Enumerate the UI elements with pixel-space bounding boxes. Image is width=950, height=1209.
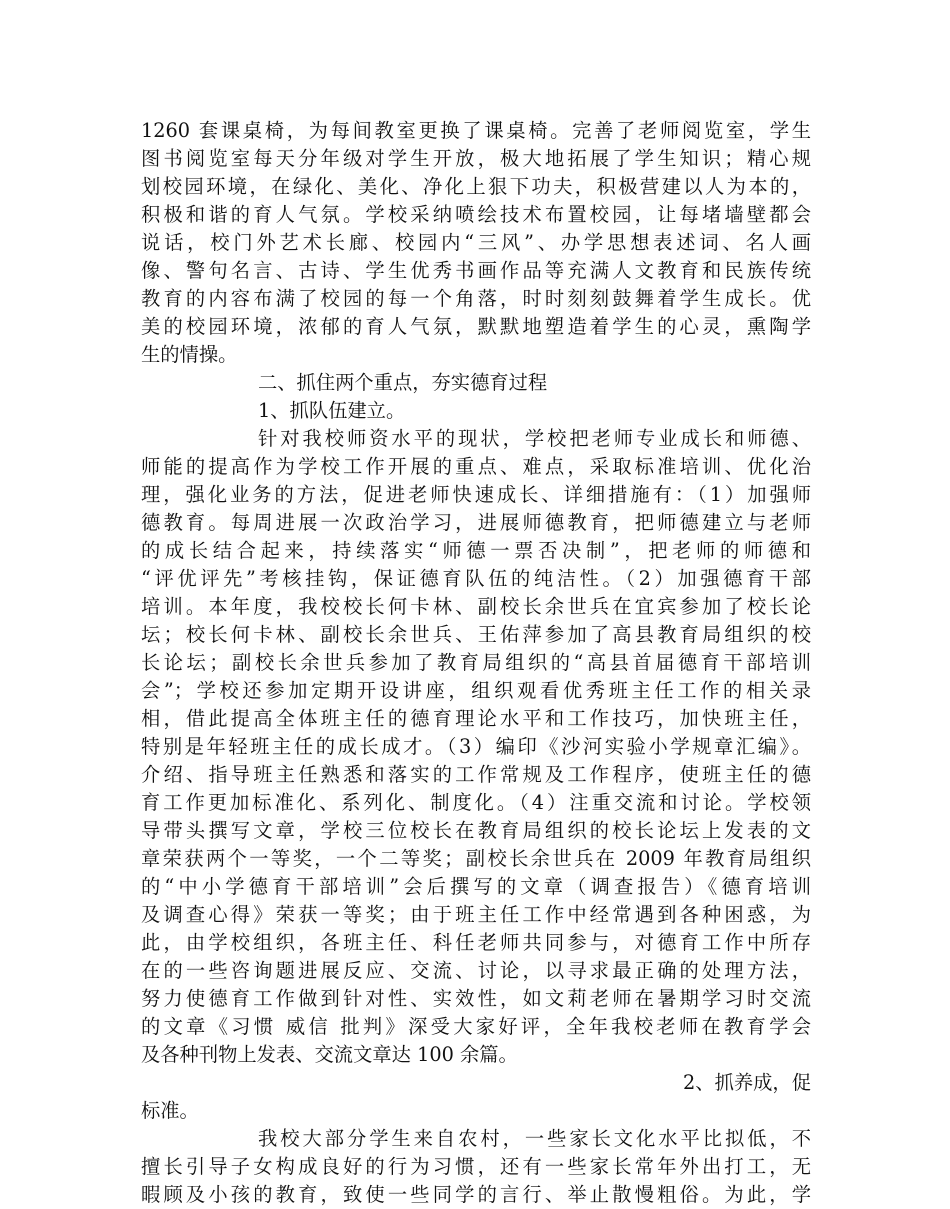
text-line: 介绍、指导班主任熟悉和落实的工作常规及工作程序，使班主任的德 [141, 763, 811, 786]
text-line: 师能的提高作为学校工作开展的重点、难点，采取标准培训、优化治 [141, 455, 811, 478]
text-line: 说话，校门外艺术长廊、校园内“三风”、办学思想表述词、名人画 [141, 231, 811, 254]
text-line: 美的校园环境，浓郁的育人气氛，默默地塑造着学生的心灵，熏陶学 [141, 315, 811, 338]
text-line: 及各种刊物上发表、交流文章达 100 余篇。 [141, 1043, 518, 1066]
text-line: “评优评先”考核挂钩，保证德育队伍的纯洁性。（2）加强德育干部 [141, 567, 811, 590]
subsection-heading: 2、抓养成，促 [683, 1071, 811, 1094]
text-line: 长论坛；副校长余世兵参加了教育局组织的“高县首届德育干部培训 [141, 651, 811, 674]
text-line: 图书阅览室每天分年级对学生开放，极大地拓展了学生知识；精心规 [141, 147, 811, 170]
text-line: 针对我校师资水平的现状，学校把老师专业成长和师德、 [258, 427, 811, 450]
text-line: 会”；学校还参加定期开设讲座，组织观看优秀班主任工作的相关录 [141, 679, 811, 702]
text-line: 暇顾及小孩的教育，致使一些同学的言行、举止散慢粗俗。为此，学 [141, 1183, 811, 1206]
text-line: 生的情操。 [141, 343, 238, 366]
text-line: 在的一些咨询题进展反应、交流、讨论，以寻求最正确的处理方法， [141, 959, 811, 982]
text-line: 积极和谐的育人气氛。学校采纳喷绘技术布置校园，让每堵墙壁都会 [141, 203, 811, 226]
text-line: 标准。 [141, 1099, 199, 1122]
text-line: 努力使德育工作做到针对性、实效性，如文莉老师在暑期学习时交流 [141, 987, 811, 1010]
text-line: 德教育。每周进展一次政治学习，进展师德教育，把师德建立与老师 [141, 511, 811, 534]
text-line: 理，强化业务的方法，促进老师快速成长、详细措施有：（1）加强师 [141, 483, 811, 506]
subsection-heading: 1、抓队伍建立。 [258, 399, 406, 422]
text-line: 划校园环境，在绿化、美化、净化上狠下功夫，积极营建以人为本的， [141, 175, 811, 198]
text-line: 的成长结合起来，持续落实“师德一票否决制”，把老师的师德和 [141, 539, 811, 562]
text-line: 坛；校长何卡林、副校长余世兵、王佑萍参加了高县教育局组织的校 [141, 623, 811, 646]
text-line: 导带头撰写文章，学校三位校长在教育局组织的校长论坛上发表的文 [141, 819, 811, 842]
body-text [141, 117, 811, 1209]
text-line: 的“中小学德育干部培训”会后撰写的文章（调查报告）《德育培训 [141, 875, 811, 898]
text-line: 章荣获两个一等奖，一个二等奖；副校长余世兵在 2009 年教育局组织 [141, 847, 811, 870]
text-line: 相，借此提高全体班主任的德育理论水平和工作技巧，加快班主任， [141, 707, 811, 730]
section-heading: 二、抓住两个重点，夯实德育过程 [258, 371, 548, 394]
text-line: 像、警句名言、古诗、学生优秀书画作品等充满人文教育和民族传统 [141, 259, 811, 282]
text-line: 及调查心得》荣获一等奖；由于班主任工作中经常遇到各种困惑，为 [141, 903, 811, 926]
text-line: 我校大部分学生来自农村，一些家长文化水平比拟低，不 [258, 1127, 811, 1150]
text-line: 培训。本年度，我校校长何卡林、副校长余世兵在宜宾参加了校长论 [141, 595, 811, 618]
text-line: 育工作更加标准化、系列化、制度化。（4）注重交流和讨论。学校领 [141, 791, 811, 814]
text-line: 的文章《习惯 威信 批判》深受大家好评，全年我校老师在教育学会 [141, 1015, 811, 1038]
text-line: 特别是年轻班主任的成长成才。（3）编印《沙河实验小学规章汇编》。 [141, 735, 811, 758]
text-line: 教育的内容布满了校园的每一个角落，时时刻刻鼓舞着学生成长。优 [141, 287, 811, 310]
text-line: 擅长引导子女构成良好的行为习惯，还有一些家长常年外出打工，无 [141, 1155, 811, 1178]
text-line: 此，由学校组织，各班主任、科任老师共同参与，对德育工作中所存 [141, 931, 811, 954]
text-line: 1260 套课桌椅，为每间教室更换了课桌椅。完善了老师阅览室，学生 [141, 119, 811, 142]
